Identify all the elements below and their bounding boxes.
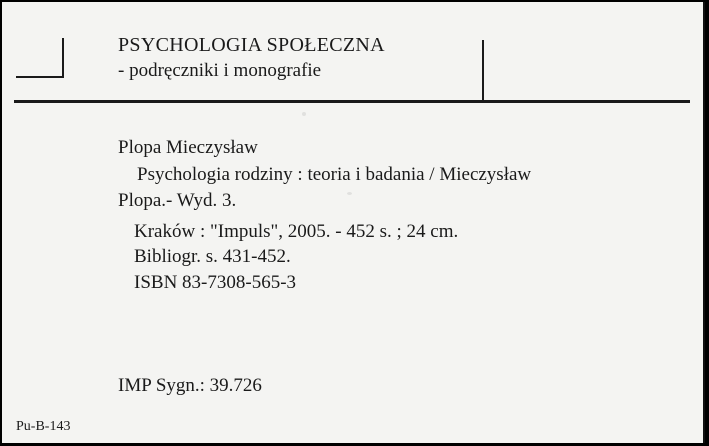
header-rule <box>14 100 690 103</box>
record-title: Psychologia rodziny : teoria i badania / Mieczysław <box>137 164 532 185</box>
record-signature: IMP Sygn.: 39.726 <box>118 375 262 396</box>
card-code: Pu-B-143 <box>16 419 71 434</box>
catalog-card <box>2 2 705 443</box>
record-publication: Kraków : "Impuls", 2005. - 452 s. ; 24 cm. <box>134 221 459 242</box>
series-subtitle: - podręczniki i monografie <box>118 60 322 81</box>
paper-mark <box>347 192 352 195</box>
paper-mark <box>302 112 306 116</box>
record-author: Plopa Mieczysław <box>118 137 258 158</box>
series-title: PSYCHOLOGIA SPOŁECZNA <box>118 34 385 56</box>
corner-bracket <box>16 38 64 78</box>
header-divider <box>482 40 484 100</box>
record-bibliography: Bibliogr. s. 431-452. <box>134 246 291 267</box>
record-title-continuation: Plopa.- Wyd. 3. <box>118 190 237 211</box>
record-isbn: ISBN 83-7308-565-3 <box>134 272 297 293</box>
